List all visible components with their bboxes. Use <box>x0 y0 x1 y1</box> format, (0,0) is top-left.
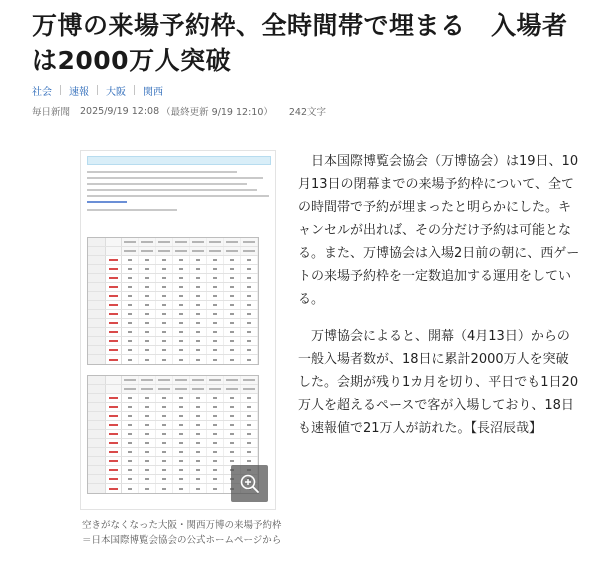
doc-reservation-table-upper <box>87 237 259 365</box>
doc-table-row <box>88 301 258 310</box>
article-paragraph: 日本国際博覧会協会（万博協会）は19日、10月13日の閉幕までの来場予約枠について、全ての時間帯で予約が埋まったと明らかにした。キャンセルが出れば、その分だけ予約は可能となる。また、万博協会は入場2日前の朝に、西ゲートの来場予約枠を一定数追加する運用をしている。 <box>298 154 580 307</box>
doc-table-row <box>88 310 258 319</box>
doc-table-row <box>88 283 258 292</box>
doc-table-row <box>88 394 258 403</box>
zoom-button[interactable] <box>231 465 268 502</box>
doc-table-row <box>88 439 258 448</box>
doc-table-row <box>88 385 258 394</box>
doc-table-row <box>88 376 258 385</box>
tag-divider <box>97 85 98 95</box>
zoom-in-icon <box>239 473 261 495</box>
article-paragraph: 万博協会によると、開幕（4月13日）からの一般入場者数が、18日に累計2000万人を突破した。会期が残り1カ月を切り、平日でも1日20万人を超えるペースで客が入場しており、18日も速報値で21万人が訪れた。【長沼辰哉】 <box>298 329 579 436</box>
tag-kansai[interactable]: 関西 <box>143 86 163 98</box>
tag-divider <box>134 85 135 95</box>
article-meta <box>32 104 336 118</box>
doc-table-row <box>88 328 258 337</box>
doc-table-row <box>88 238 258 247</box>
article-headline: 万博の来場予約枠、全時間帯で埋まる 入場者は2000万人突破 <box>32 11 568 75</box>
doc-table-row <box>88 337 258 346</box>
doc-table-row <box>88 403 258 412</box>
source-name: 毎日新聞 <box>32 107 71 118</box>
article-body <box>298 150 580 440</box>
doc-table-row <box>88 355 258 364</box>
doc-notice-lines <box>87 171 271 215</box>
published-time: 2025/9/19 12:08 <box>80 105 160 117</box>
reservation-screenshot-image[interactable] <box>80 150 276 510</box>
doc-table-row <box>88 292 258 301</box>
doc-table-row <box>88 274 258 283</box>
doc-table-row <box>88 319 258 328</box>
tag-osaka[interactable]: 大阪 <box>106 86 126 98</box>
doc-table-row <box>88 448 258 457</box>
tag-sokuho[interactable]: 速報 <box>69 86 89 98</box>
image-caption: 空きがなくなった大阪・関西万博の来場予約枠＝日本国際博覧会協会の公式ホームページから <box>82 520 282 546</box>
doc-table-row <box>88 256 258 265</box>
article-figure <box>80 150 276 510</box>
doc-table-row <box>88 430 258 439</box>
doc-table-row <box>88 346 258 355</box>
doc-table-row <box>88 412 258 421</box>
doc-table-row <box>88 421 258 430</box>
tag-divider <box>60 85 61 95</box>
tag-shakai[interactable]: 社会 <box>32 86 52 98</box>
category-tags <box>32 82 163 98</box>
updated-time: （最終更新 9/19 12:10） <box>161 107 273 118</box>
doc-table-row <box>88 265 258 274</box>
char-count: 242文字 <box>288 107 327 118</box>
doc-table-row <box>88 247 258 256</box>
doc-header-bar <box>87 156 271 165</box>
